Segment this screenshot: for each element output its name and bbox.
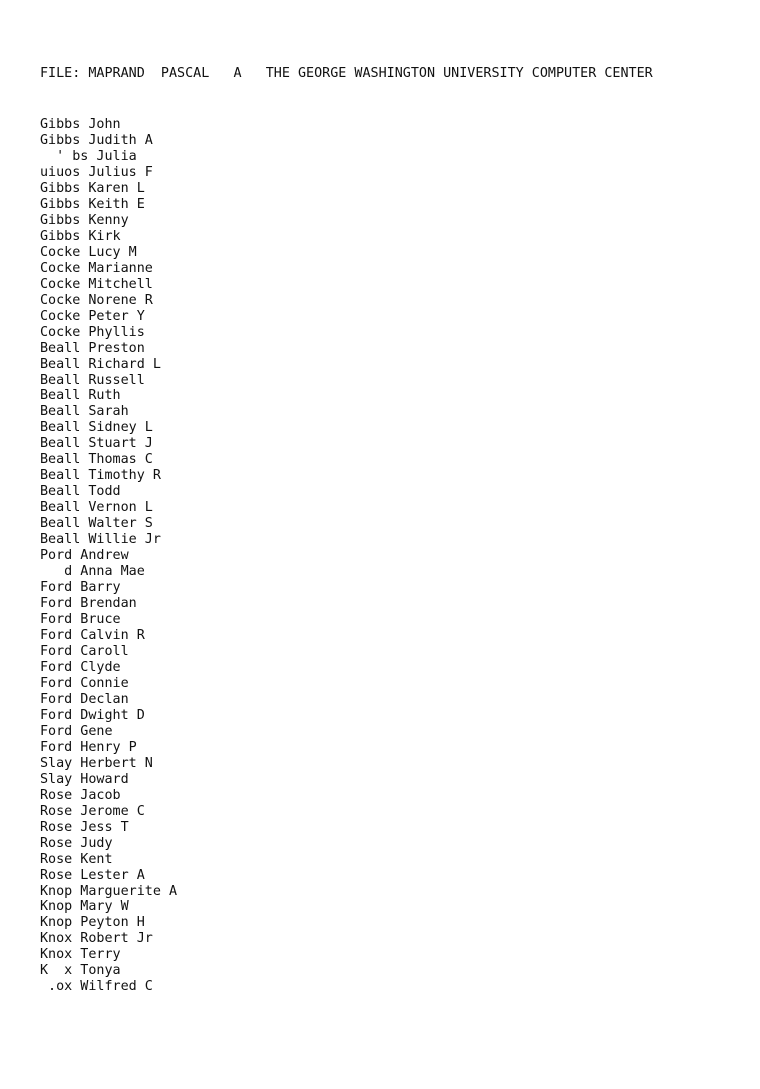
name-entry: Gibbs Kenny xyxy=(40,212,129,228)
name-entry: Ford Gene xyxy=(40,723,113,739)
name-entry: Ford Henry P xyxy=(40,739,137,755)
name-entry: Beall Stuart J xyxy=(40,436,153,452)
name-entry: Beall Walter S xyxy=(40,516,153,532)
name-entry: ' bs Julia xyxy=(40,148,137,164)
name-entry: Gibbs Judith A xyxy=(40,132,153,148)
name-entry: Ford Clyde xyxy=(40,659,121,675)
name-entry: Beall Richard L xyxy=(40,356,161,372)
name-entry: Beall Vernon L xyxy=(40,500,153,516)
name-entry: .ox Wilfred C xyxy=(40,979,153,995)
name-entry: Gibbs Kirk xyxy=(40,228,121,244)
name-entry: Knox Terry xyxy=(40,947,121,963)
name-entry: Slay Howard xyxy=(40,771,129,787)
name-entry: uiuos Julius F xyxy=(40,164,153,180)
name-entry: Ford Caroll xyxy=(40,643,129,659)
name-entry: Ford Calvin R xyxy=(40,628,145,643)
name-entry: Cocke Mitchell xyxy=(40,276,153,292)
name-entry: Beall Sarah xyxy=(40,404,129,420)
name-entry: Gibbs Karen L xyxy=(40,180,145,196)
name-entry: d Anna Mae xyxy=(40,564,145,580)
name-entry: Rose Jacob xyxy=(40,787,121,803)
name-entry: Ford Declan xyxy=(40,691,129,707)
name-entry: Ford Bruce xyxy=(40,612,121,628)
name-entry: Rose Jerome C xyxy=(40,803,145,819)
name-entry: Beall Thomas C xyxy=(40,452,153,468)
name-entry: Rose Kent xyxy=(40,851,113,867)
name-entry: Rose Judy xyxy=(40,835,113,851)
file-header: FILE: MAPRAND PASCAL A THE GEORGE WASHINGTON UNIVERSITY COMPUTER CENTER xyxy=(40,66,653,81)
name-entry: K x Tonya xyxy=(40,963,121,979)
name-entry: Gibbs Keith E xyxy=(40,196,145,212)
name-entry: Rose Jess T xyxy=(40,819,129,835)
name-entry: Beall Willie Jr xyxy=(40,532,161,548)
name-entry: Ford Brendan xyxy=(40,596,137,612)
name-entry: Beall Sidney L xyxy=(40,420,153,436)
name-entry: Beall Timothy R xyxy=(40,468,161,484)
name-entry: Beall Russell xyxy=(40,372,145,388)
name-entry: Cocke Phyllis xyxy=(40,324,145,340)
name-entry: Ford Dwight D xyxy=(40,707,145,723)
name-entry: Knop Peyton H xyxy=(40,915,145,931)
name-entry: Knox Robert Jr xyxy=(40,931,153,947)
name-list xyxy=(40,117,177,995)
name-entry: Rose Lester A xyxy=(40,867,145,883)
name-entry: Knop Mary W xyxy=(40,899,129,915)
name-entry: Beall Preston xyxy=(40,340,145,356)
name-entry: Pord Andrew xyxy=(40,548,129,564)
name-entry: Cocke Marianne xyxy=(40,260,153,276)
name-entry: Beall Ruth xyxy=(40,388,121,404)
name-entry: Ford Connie xyxy=(40,675,129,691)
name-entry: Gibbs John xyxy=(40,117,121,132)
name-entry: Ford Barry xyxy=(40,580,121,596)
name-entry: Slay Herbert N xyxy=(40,755,153,771)
name-entry: Beall Todd xyxy=(40,484,121,500)
name-entry: Cocke Lucy M xyxy=(40,244,137,260)
name-entry: Cocke Norene R xyxy=(40,292,153,308)
name-entry: Knop Marguerite A xyxy=(40,883,178,899)
name-entry: Cocke Peter Y xyxy=(40,308,145,324)
